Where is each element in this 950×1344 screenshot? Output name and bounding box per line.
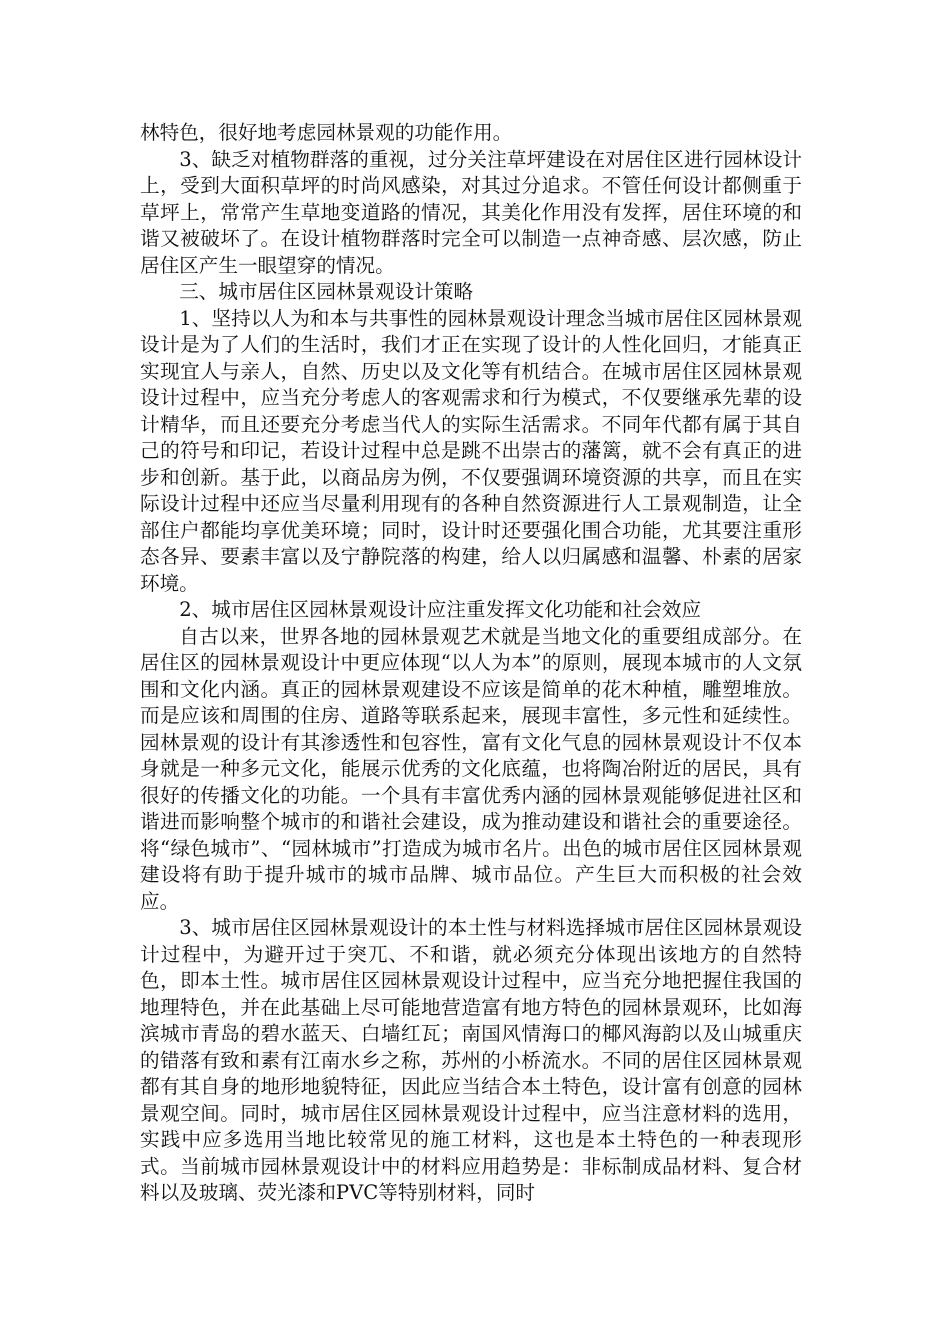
paragraph-people-oriented: 1、坚持以人为和本与共事性的园林景观设计理念当城市居住区园林景观设计是为了人们的生活时，我们才正在实现了设计的人性化回归，才能真正实现宜人与亲人，自然、历史以及文化等有机结合。在城市居住区园林景观设计过程中，应当充分考虑人的客观需求和行为模式，不仅要继承先辈的设计精华，而且还要充分考虑当代人的实际生活需求。不同年代都有属于其自己的符号和印记，若设计过程中总是跳不出崇古的藩篱，就不会有真正的进步和创新。基于此，以商品房为例，不仅要强调环境资源的共享，而且在实际设计过程中还应当尽量利用现有的各种自然资源进行人工景观制造，让全部住户都能均享优美环境；同时，设计时还要强化围合功能，尤其要注重形态各异、要素丰富以及宁静院落的构建，给人以归属感和温馨、朴素的居家环境。 xyxy=(140,306,802,595)
paragraph-culture: 自古以来，世界各地的园林景观艺术就是当地文化的重要组成部分。在居住区的园林景观设计中更应体现“以人为本”的原则，展现本城市的人文氛围和文化内涵。真正的园林景观建设不应该是简单的花木种植，雕塑堆放。而是应该和周围的住房、道路等联系起来，展现丰富性，多元性和延续性。园林景观的设计有其渗透性和包容性，富有文化气息的园林景观设计不仅本身就是一种多元文化，能展示优秀的文化底蕴，也将陶冶附近的居民，具有很好的传播文化的功能。一个具有丰富优秀内涵的园林景观能够促进社区和谐进而影响整个城市的和谐社会建设，成为推动建设和谐社会的重要途径。将“绿色城市”、“园林城市”打造成为城市名片。出色的城市居住区园林景观建设将有助于提升城市的城市品牌、城市品位。产生巨大而积极的社会效应。 xyxy=(140,624,802,913)
document-page xyxy=(140,120,802,1207)
paragraph-plant-community: 3、缺乏对植物群落的重视，过分关注草坪建设在对居住区进行园林设计上，受到大面积草坪的时尚风感染，对其过分追求。不管任何设计都侧重于草坪上，常常产生草地变道路的情况，其美化作用没有发挥，居住环境的和谐又被破坏了。在设计植物群落时完全可以制造一点神奇感、层次感，防止居住区产生一眼望穿的情况。 xyxy=(140,147,802,277)
subheading-culture-function: 2、城市居住区园林景观设计应注重发挥文化功能和社会效应 xyxy=(179,598,702,621)
section-heading-strategy: 三、城市居住区园林景观设计策略 xyxy=(179,280,474,303)
paragraph-continued: 林特色，很好地考虑园林景观的功能作用。 xyxy=(140,121,513,144)
paragraph-localness-materials: 3、城市居住区园林景观设计的本土性与材料选择城市居住区园林景观设计过程中，为避开过于突兀、不和谐，就必须充分体现出该地方的自然特色，即本土性。城市居住区园林景观设计过程中，应当充分地把握住我国的地理特色，并在此基础上尽可能地营造富有地方特色的园林景观环，比如海滨城市青岛的碧水蓝天、白墙红瓦；南国风情海口的椰风海韵以及山城重庆的错落有致和素有江南水乡之称，苏州的小桥流水。不同的居住区园林景观都有其自身的地形地貌特征，因此应当结合本土特色，设计富有创意的园林景观空间。同时，城市居住区园林景观设计过程中，应当注意材料的选用，实践中应多选用当地比较常见的施工材料，这也是本土特色的一种表现形式。当前城市园林景观设计中的材料应用趋势是：非标制成品材料、复合材料以及玻璃、荧光漆和PVC等特别材料，同时 xyxy=(140,916,802,1204)
